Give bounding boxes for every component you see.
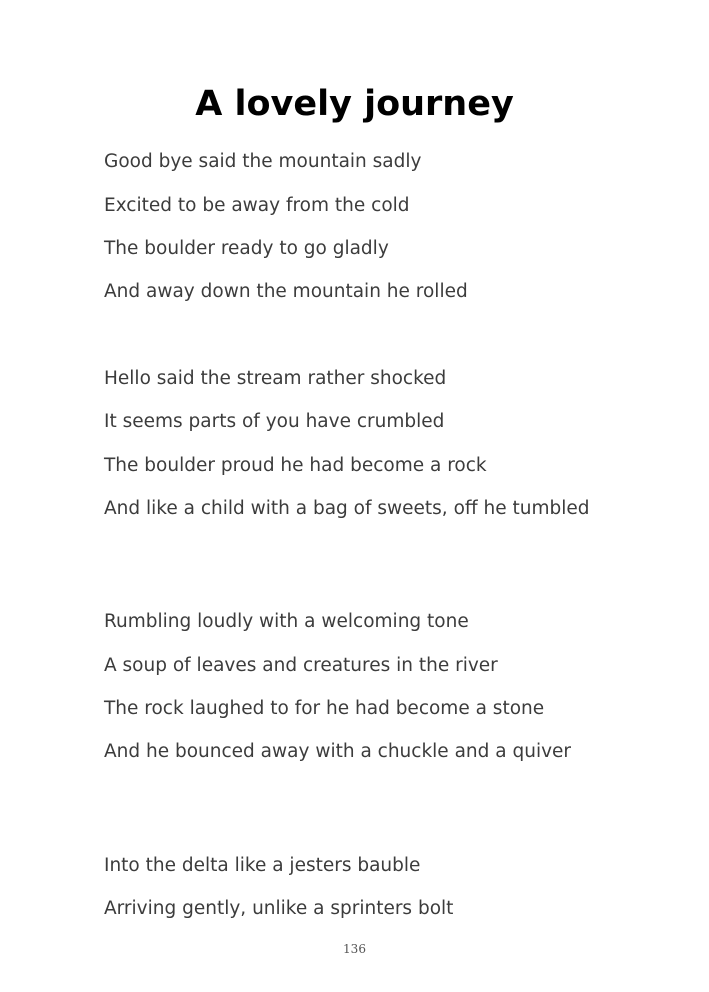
poem-line: Good bye said the mountain sadly xyxy=(104,151,422,172)
poem-line: A soup of leaves and creatures in the river xyxy=(104,655,498,676)
poem-line: It seems parts of you have crumbled xyxy=(104,411,445,432)
page-number: 136 xyxy=(343,942,366,956)
poem-line: Excited to be away from the cold xyxy=(104,195,410,216)
poem-line: Arriving gently, unlike a sprinters bolt xyxy=(104,898,454,919)
poem-line: The rock laughed to for he had become a stone xyxy=(104,698,545,719)
poem-line: The boulder ready to go gladly xyxy=(104,238,389,259)
poem-line: And like a child with a bag of sweets, off he tumbled xyxy=(104,498,590,519)
poem-line: The boulder proud he had become a rock xyxy=(104,455,487,476)
poem-line: And he bounced away with a chuckle and a quiver xyxy=(104,741,572,762)
poem-line: Rumbling loudly with a welcoming tone xyxy=(104,611,469,632)
poem-line: Hello said the stream rather shocked xyxy=(104,368,447,389)
poem-line: Into the delta like a jesters bauble xyxy=(104,855,421,876)
poem-title: A lovely journey xyxy=(195,84,514,124)
poem-line: And away down the mountain he rolled xyxy=(104,281,468,302)
